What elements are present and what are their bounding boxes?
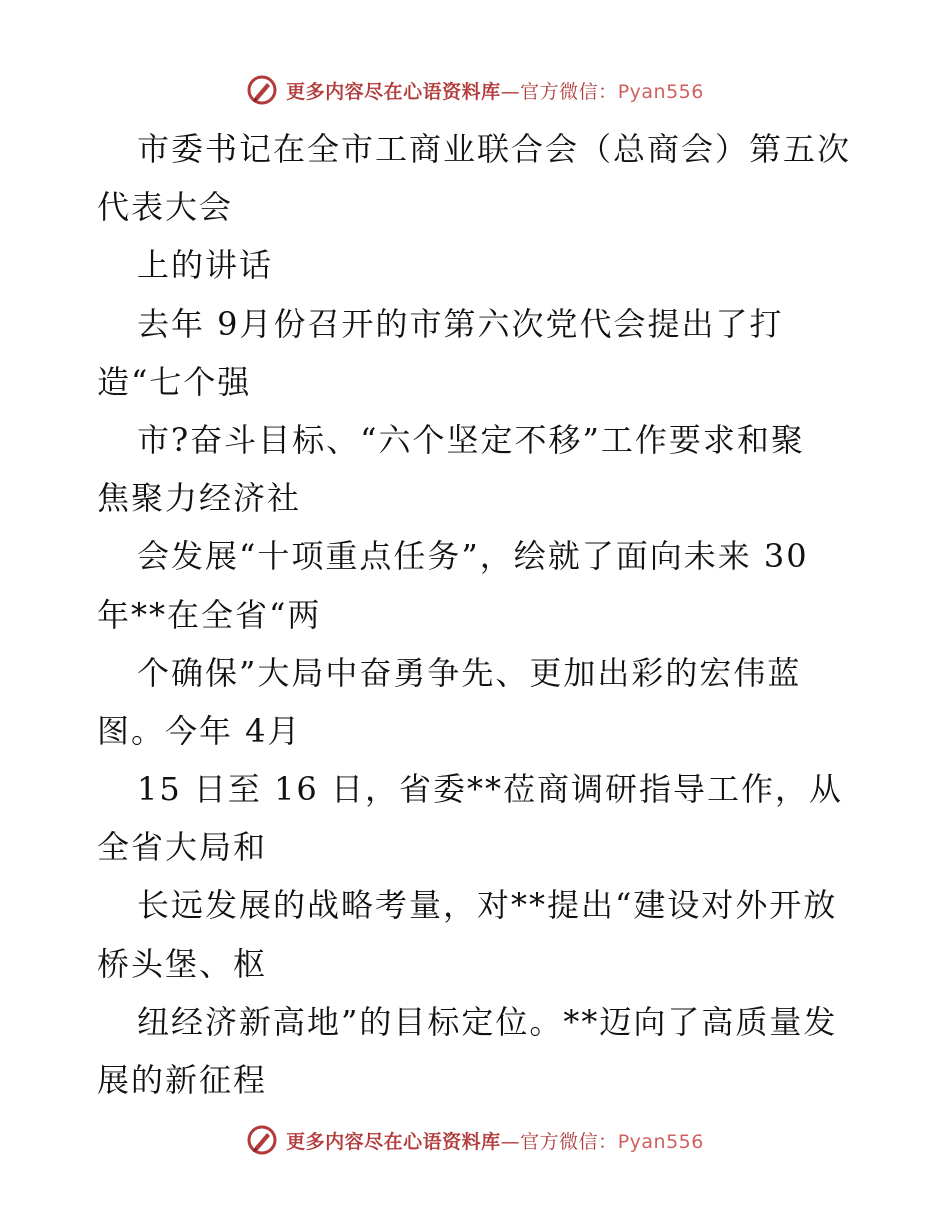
banner-wechat-label: 官方微信：	[520, 1130, 618, 1153]
pen-seal-logo-icon	[246, 74, 278, 106]
banner-separator: —	[500, 80, 521, 103]
body-line: 市?奋斗目标、“六个坚定不移”工作要求和聚	[137, 420, 805, 459]
banner-main-text: 更多内容尽在心语资料库	[286, 80, 501, 103]
footer-banner	[0, 1120, 950, 1160]
body-line: 纽经济新高地”的目标定位。**迈向了高质量发	[137, 1002, 838, 1041]
pen-seal-logo-icon	[246, 1124, 278, 1156]
body-line: 长远发展的战略考量，对**提出“建设对外开放	[137, 886, 838, 925]
body-line: 代表大会	[97, 188, 234, 227]
banner-wechat-id: Pyan556	[617, 1130, 704, 1153]
body-line: 个确保”大局中奋勇争先、更加出彩的宏伟蓝	[137, 653, 802, 692]
body-line: 焦聚力经济社	[97, 479, 302, 518]
body-line: 年**在全省“两	[97, 595, 322, 634]
body-line: 会发展“十项重点任务”，绘就了面向未来 30	[137, 537, 809, 576]
body-line: 桥头堡、枢	[97, 944, 268, 983]
banner-separator: —	[500, 1130, 521, 1153]
header-banner	[0, 70, 950, 110]
banner-wechat-label: 官方微信：	[520, 80, 618, 103]
body-line: 图。今年 4月	[97, 711, 302, 750]
body-line: 上的讲话	[137, 246, 274, 285]
body-line: 造“七个强	[97, 362, 252, 401]
banner-main-text: 更多内容尽在心语资料库	[286, 1130, 501, 1153]
footer-banner-text	[286, 1127, 704, 1154]
document-body	[97, 120, 897, 1109]
body-line: 全省大局和	[97, 828, 268, 867]
body-line: 展的新征程	[97, 1061, 268, 1099]
header-banner-text	[286, 77, 704, 104]
body-line: 去年 9月份召开的市第六次党代会提出了打	[137, 304, 784, 343]
banner-wechat-id: Pyan556	[617, 80, 704, 103]
body-line: 15 日至 16 日，省委**莅商调研指导工作，从	[137, 770, 843, 809]
body-line: 市委书记在全市工商业联合会（总商会）第五次	[137, 130, 852, 168]
